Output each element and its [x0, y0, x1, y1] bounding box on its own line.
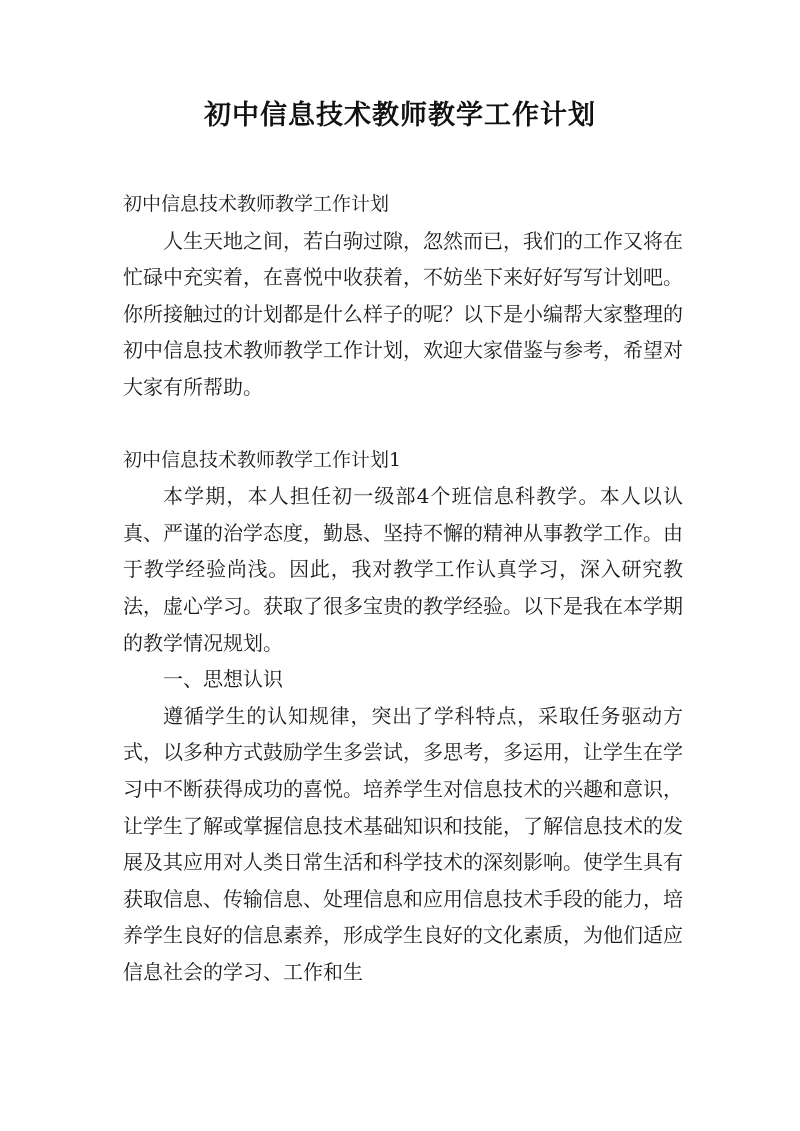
- spacer: [123, 406, 683, 442]
- document-body: [123, 186, 683, 990]
- intro-paragraph: 人生天地之间，若白驹过隙，忽然而已，我们的工作又将在忙碌中充实着，在喜悦中收获着，不妨坐下来好好写写计划吧。你所接触过的计划都是什么样子的呢？以下是小编帮大家整理的初中信息技术教师教学工作计划，欢迎大家借鉴与参考，希望对大家有所帮助。: [123, 228, 683, 399]
- section1-heading: 初中信息技术教师教学工作计划1: [123, 448, 402, 471]
- section1-paragraph: 本学期，本人担任初一级部4个班信息科教学。本人以认真、严谨的治学态度，勤恳、坚持不懈的精神从事教学工作。由于教学经验尚浅。因此，我对教学工作认真学习，深入研究教法，虚心学习。获取了很多宝贵的教学经验。以下是我在本学期的教学情况规划。: [123, 484, 683, 655]
- thought-paragraph: 遵循学生的认知规律，突出了学科特点，采取任务驱动方式，以多种方式鼓励学生多尝试，多思考，多运用，让学生在学习中不断获得成功的喜悦。培养学生对信息技术的兴趣和意识，让学生了解或掌握信息技术基础知识和技能，了解信息技术的发展及其应用对人类日常生活和科学技术的深刻影响。使学生具有获取信息、传输信息、处理信息和应用信息技术手段的能力，培养学生良好的信息素养，形成学生良好的文化素质，为他们适应信息社会的学习、工作和生: [123, 703, 683, 984]
- document-title: 初中信息技术教师教学工作计划: [204, 100, 596, 131]
- subheading-thought: 一、思想认识: [163, 667, 283, 692]
- intro-heading: 初中信息技术教师教学工作计划: [123, 193, 390, 215]
